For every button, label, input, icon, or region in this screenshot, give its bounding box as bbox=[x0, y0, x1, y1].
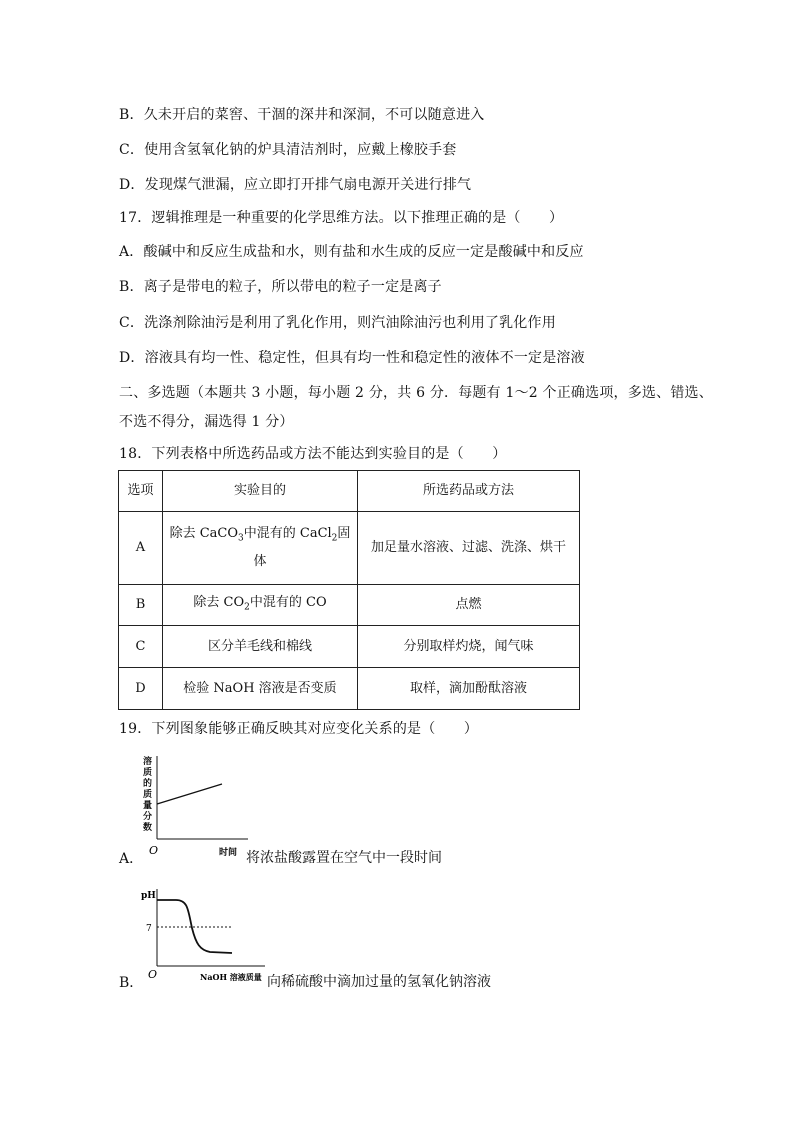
row-goal: 区分羊毛线和棉线 bbox=[163, 626, 358, 668]
graph-a-letter: A． bbox=[119, 851, 144, 867]
table-header: 实验目的 bbox=[163, 471, 358, 512]
table-header: 所选药品或方法 bbox=[358, 471, 580, 512]
graph-b-xlabel: NaOH 溶液质量 bbox=[200, 972, 262, 982]
graph-a-curve bbox=[157, 784, 222, 804]
option-d-text: D．发现煤气泄漏，应立即打开排气扇电源开关进行排气 bbox=[119, 177, 472, 193]
question-19: 19．下列图象能够正确反映其对应变化关系的是（ ） bbox=[119, 721, 479, 737]
graph-b-ylabel: pH bbox=[141, 891, 156, 901]
row-method: 分别取样灼烧，闻气味 bbox=[358, 626, 580, 668]
option-b-text: B．久未开启的菜窖、干涸的深井和深洞，不可以随意进入 bbox=[119, 107, 485, 123]
svg-text:分: 分 bbox=[143, 812, 153, 822]
row-goal: 检验 NaOH 溶液是否变质 bbox=[163, 668, 358, 710]
table-row bbox=[119, 512, 580, 585]
row-option: B bbox=[119, 585, 163, 626]
graph-a-origin: O bbox=[149, 844, 159, 857]
row-option: A bbox=[119, 512, 163, 585]
question-17: 17．逻辑推理是一种重要的化学思维方法。以下推理正确的是（ ） bbox=[119, 210, 564, 226]
q17-option-c: C．洗涤剂除油污是利用了乳化作用，则汽油除油污也利用了乳化作用 bbox=[119, 315, 556, 331]
graph-a bbox=[140, 754, 250, 860]
table-row bbox=[119, 668, 580, 710]
question-18: 18．下列表格中所选药品或方法不能达到实验目的是（ ） bbox=[119, 446, 507, 462]
graph-a-caption: 将浓盐酸露置在空气中一段时间 bbox=[246, 850, 442, 866]
table-header: 选项 bbox=[119, 471, 163, 512]
row-option: C bbox=[119, 626, 163, 668]
svg-text:质: 质 bbox=[143, 790, 153, 800]
q17-option-d: D．溶液具有均一性、稳定性，但具有均一性和稳定性的液体不一定是溶液 bbox=[119, 350, 585, 366]
row-method: 加足量水溶液、过滤、洗涤、烘干 bbox=[358, 512, 580, 585]
graph-a-xlabel: 时间 bbox=[219, 848, 238, 858]
row-goal: 除去 $CO_2$中混有的 CO bbox=[163, 585, 358, 626]
row-goal: 除去 CaCO$_3$中混有的 CaCl$_2$固体 bbox=[163, 512, 358, 585]
row-option: D bbox=[119, 668, 163, 710]
row-method: 取样，滴加酚酞溶液 bbox=[358, 668, 580, 710]
graph-b-origin: O bbox=[148, 968, 158, 981]
graph-b-caption: 向稀硫酸中滴加过量的氢氧化钠溶液 bbox=[267, 974, 491, 990]
table-row bbox=[119, 626, 580, 668]
svg-text:溶: 溶 bbox=[143, 757, 153, 767]
q17-option-b: B．离子是带电的粒子，所以带电的粒子一定是离子 bbox=[119, 279, 442, 295]
table-row bbox=[119, 585, 580, 626]
svg-text:的: 的 bbox=[143, 779, 153, 789]
q18-table bbox=[118, 470, 580, 710]
svg-text:量: 量 bbox=[143, 801, 153, 811]
graph-b-tick-7: 7 bbox=[146, 924, 152, 934]
row-method: 点燃 bbox=[358, 585, 580, 626]
section-2-heading-cont: 不选不得分，漏选得 1 分） bbox=[119, 414, 294, 430]
section-2-heading: 二、多选题（本题共 3 小题，每小题 2 分，共 6 分．每题有 1～2 个正确选项，多选、错选、 bbox=[119, 385, 713, 401]
graph-b bbox=[140, 886, 270, 988]
option-c-text: C．使用含氢氧化钠的炉具清洁剂时，应戴上橡胶手套 bbox=[119, 142, 457, 158]
svg-text:数: 数 bbox=[143, 823, 153, 833]
q17-option-a: A．酸碱中和反应生成盐和水，则有盐和水生成的反应一定是酸碱中和反应 bbox=[119, 244, 584, 260]
graph-b-letter: B． bbox=[119, 975, 144, 991]
svg-text:质: 质 bbox=[143, 768, 153, 778]
graph-a-ylabel bbox=[142, 755, 152, 833]
